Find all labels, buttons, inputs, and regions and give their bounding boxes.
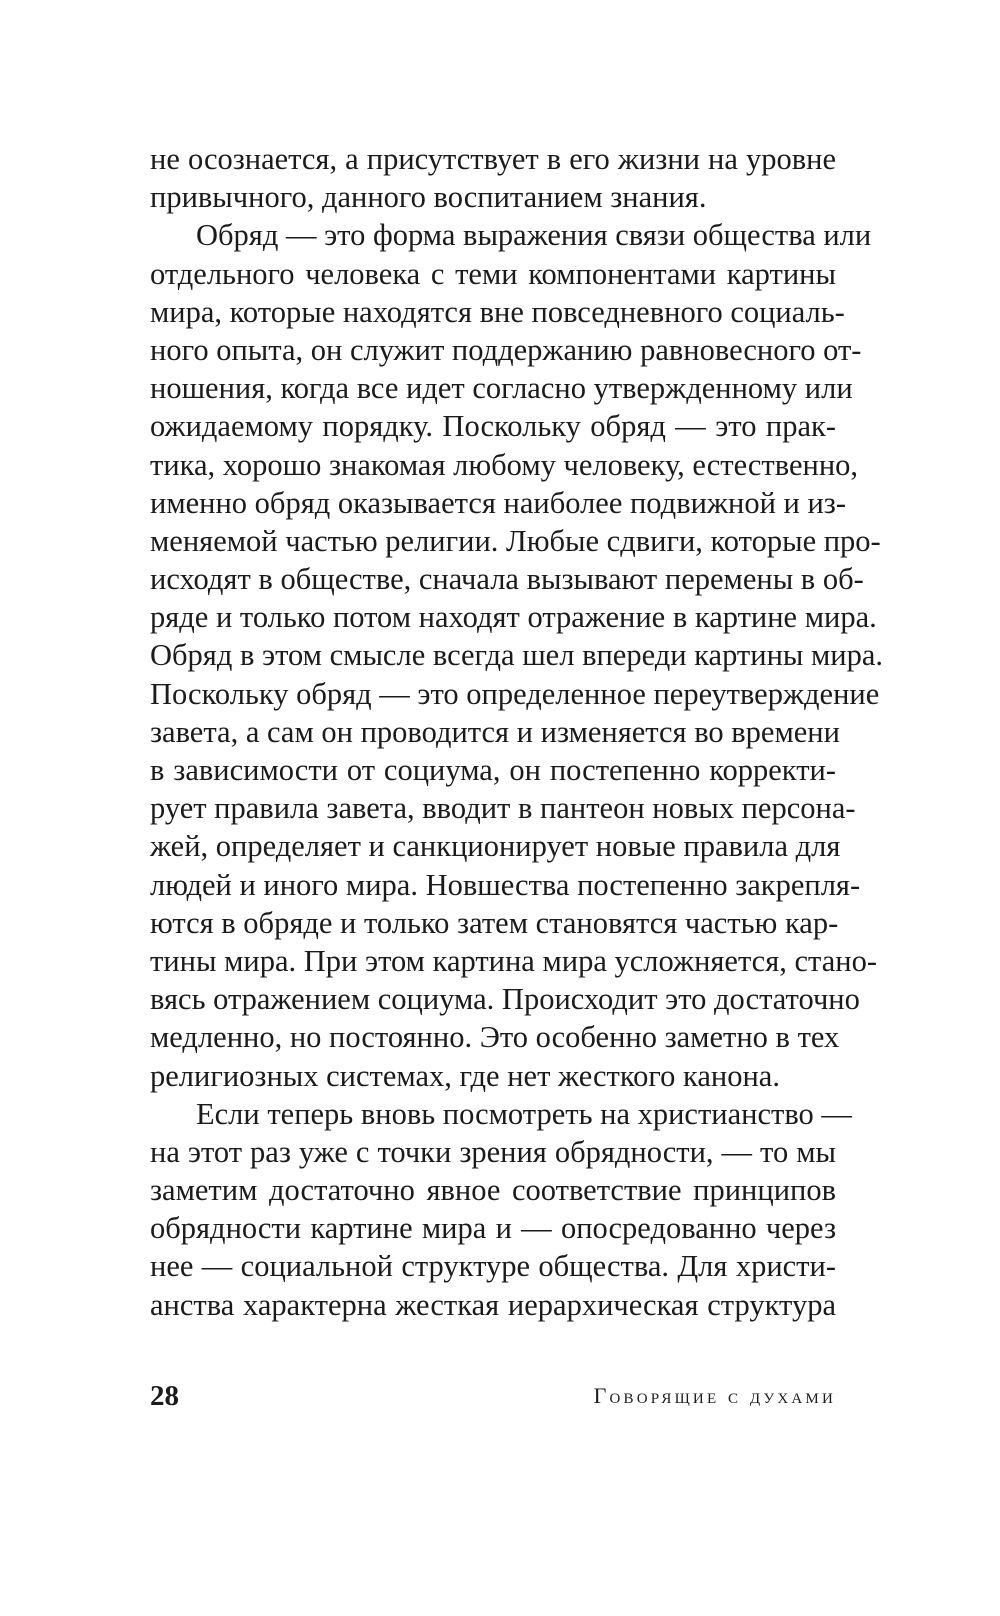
text-line: тины мира. При этом картина мира усложняется, стано-: [150, 943, 877, 978]
page-footer: [150, 1376, 836, 1416]
text-line: на этот раз уже с точки зрения обрядности, — то мы: [150, 1134, 836, 1169]
text-line: Обряд — это форма выражения связи общества или: [196, 218, 872, 253]
text-line: обрядности картине мира и — опосредованно через: [150, 1211, 836, 1246]
text-line: отдельного человека с теми компонентами картины: [150, 256, 836, 291]
text-line: Если теперь вновь посмотреть на христианство —: [196, 1096, 852, 1131]
text-line: ряде и только потом находят отражение в картине мира.: [150, 600, 877, 635]
text-line: Обряд в этом смысле всегда шел впереди картины мира.: [150, 638, 884, 673]
text-line: ются в обряде и только затем становятся частью кар-: [150, 905, 839, 940]
text-line: заметим достаточно явное соответствие принципов: [150, 1173, 836, 1208]
text-line: нее — социальной структуре общества. Для христи-: [150, 1249, 836, 1284]
text-line: ожидаемому порядку. Поскольку обряд — это прак-: [150, 409, 836, 444]
text-line: вясь отражением социума. Происходит это достаточно: [150, 982, 860, 1017]
text-line: медленно, но постоянно. Это особенно заметно в тех: [150, 1020, 840, 1055]
text-line: ношения, когда все идет согласно утвержденному или: [150, 371, 853, 406]
text-line: Поскольку обряд — это определенное переутверждение: [150, 676, 880, 711]
text-line: мира, которые находятся вне повседневного социаль-: [150, 294, 845, 329]
text-line: людей и иного мира. Новшества постепенно закрепля-: [150, 867, 861, 902]
page-number: 28: [150, 1380, 179, 1412]
text-line: привычного, данного воспитанием знания.: [150, 180, 707, 215]
text-line: завета, а сам он проводится и изменяется во времени: [150, 714, 840, 749]
body-text: [150, 140, 884, 1324]
text-line: ного опыта, он служит поддержанию равновесного от-: [150, 332, 862, 367]
text-line: исходят в обществе, сначала вызывают перемены в об-: [150, 562, 864, 597]
running-title: Говорящие с духами: [593, 1383, 836, 1408]
text-line: именно обряд оказывается наиболее подвижной и из-: [150, 485, 846, 520]
text-line: анства характерна жесткая иерархическая структура: [150, 1287, 836, 1322]
text-line: рует правила завета, вводит в пантеон новых персона-: [150, 791, 856, 826]
text-line: тика, хорошо знакомая любому человеку, естественно,: [150, 447, 859, 482]
text-line: жей, определяет и санкционирует новые правила для: [150, 829, 841, 864]
text-line: меняемой частью религии. Любые сдвиги, которые про-: [150, 523, 881, 558]
text-line: в зависимости от социума, он постепенно корректи-: [150, 753, 836, 787]
text-line: религиозных системах, где нет жесткого канона.: [150, 1058, 780, 1093]
text-line: не осознается, а присутствует в его жизни на уровне: [150, 142, 836, 176]
